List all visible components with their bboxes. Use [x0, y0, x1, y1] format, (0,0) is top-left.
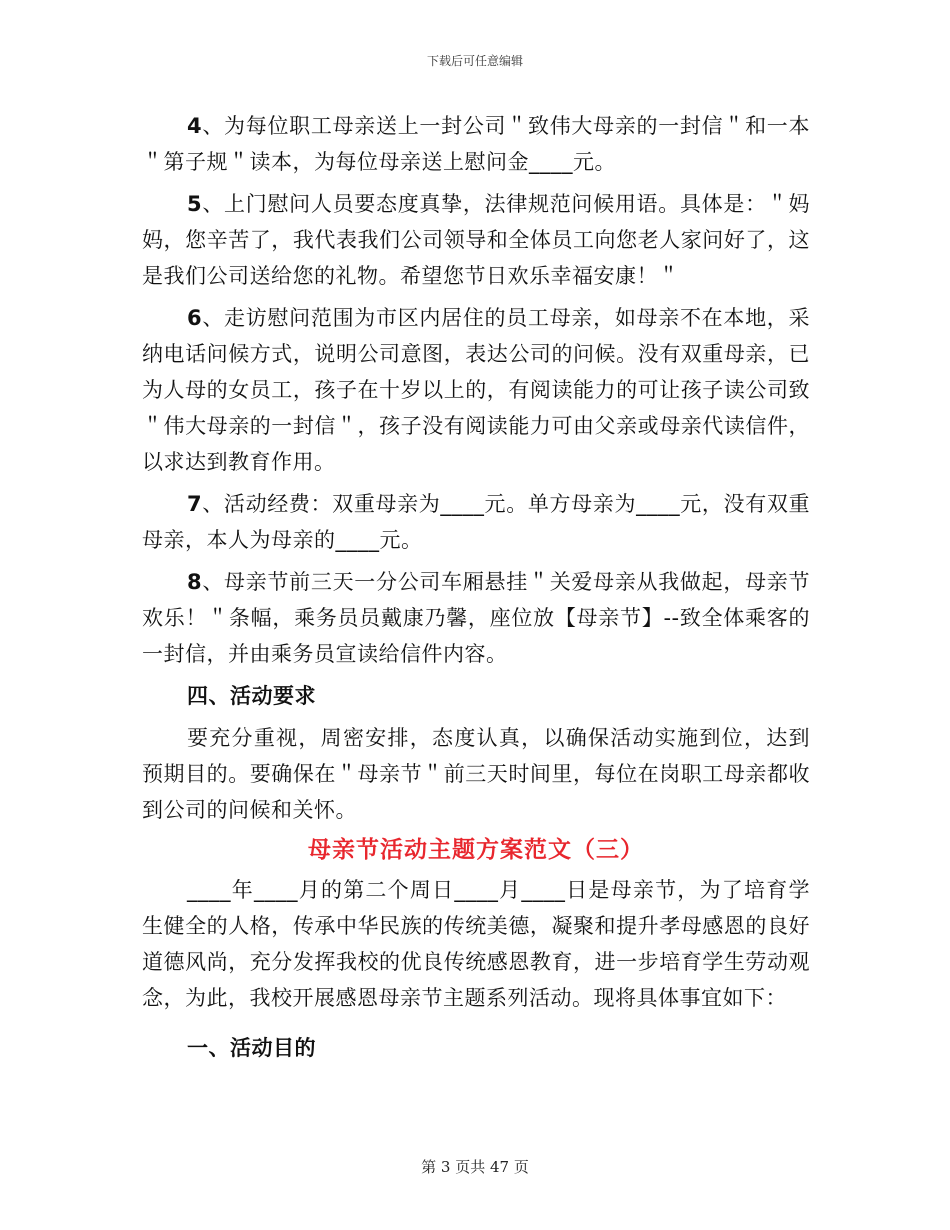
item-text: 、走访慰问范围为市区内居住的员工母亲，如母亲不在本地，采纳电话问候方式，说明公司意图，表达公司的问候。没有双重母亲，已为人母的女员工，孩子在十岁以上的，有阅读能力的可让孩子读公司致＂伟大母亲的一封信＂，孩子没有阅读能力可由父亲或母亲代读信件，以求达到教育作用。	[142, 306, 810, 474]
document-title: 母亲节活动主题方案范文（三）	[308, 837, 644, 863]
section-heading: 四、活动要求	[187, 684, 316, 708]
item-number: 6	[187, 306, 203, 330]
intro-paragraph: ____年____月的第二个周日____月____日是母亲节，为了培育学生健全的人格，传承中华民族的传统美德，凝聚和提升孝母感恩的良好道德风尚，充分发挥我校的优良传统感恩教育，进一步培育学生劳动观念，为此，我校开展感恩母亲节主题系列活动。现将具体事宜如下：	[142, 878, 810, 1010]
list-item	[142, 486, 810, 558]
item-text: 、母亲节前三天一分公司车厢悬挂＂关爱母亲从我做起，母亲节欢乐！＂条幅，乘务员员戴康乃馨，座位放【母亲节】--致全体乘客的一封信，并由乘务员宣读给信件内容。	[142, 570, 810, 666]
list-item	[142, 564, 810, 672]
item-number: 5	[187, 192, 203, 216]
section-paragraph: 要充分重视，周密安排，态度认真，以确保活动实施到位，达到预期目的。要确保在＂母亲节＂前三天时间里，每位在岗职工母亲都收到公司的问候和关怀。	[142, 726, 810, 822]
item-text: 、活动经费：双重母亲为____元。单方母亲为____元，没有双重母亲，本人为母亲的____元。	[142, 492, 810, 552]
list-item	[142, 108, 810, 180]
list-item	[142, 186, 810, 294]
item-number: 4	[187, 114, 203, 138]
section-heading: 一、活动目的	[187, 1036, 316, 1060]
item-text: 、为每位职工母亲送上一封公司＂致伟大母亲的一封信＂和一本＂第子规＂读本，为每位母亲送上慰问金____元。	[142, 114, 810, 174]
item-number: 7	[187, 492, 203, 516]
page-header: 下载后可任意编辑	[426, 54, 523, 68]
document-body	[142, 108, 810, 1066]
list-item	[142, 300, 810, 480]
item-text: 、上门慰问人员要态度真挚，法律规范问候用语。具体是：＂妈妈，您辛苦了，我代表我们公司领导和全体员工向您老人家问好了，这是我们公司送给您的礼物。希望您节日欢乐幸福安康！＂	[142, 192, 810, 288]
page-footer: 第 3 页共 47 页	[421, 1158, 529, 1176]
item-number: 8	[187, 570, 203, 594]
